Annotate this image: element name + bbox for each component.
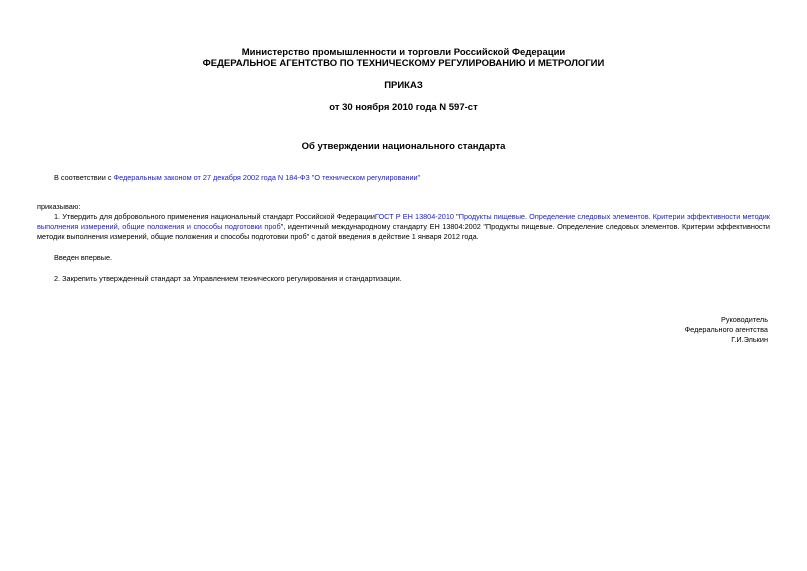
agency-heading: ФЕДЕРАЛЬНОЕ АГЕНТСТВО ПО ТЕХНИЧЕСКОМУ РЕГУЛИРОВАНИЮ И МЕТРОЛОГИИ <box>202 58 605 69</box>
federal-law-link[interactable]: Федеральным законом от 27 декабря 2002 года N 184-ФЗ "О техническом регулировании" <box>113 173 421 182</box>
item1-line3: методик выполнения измерений, общие положения и способы подготовки проб" с датой введения в действие 1 января 2012 года. <box>37 232 479 241</box>
signature-org: Федерального агентства <box>684 325 768 334</box>
basis-prefix: В соответствии с <box>54 173 114 182</box>
order-subject: Об утверждении национального стандарта <box>301 141 506 152</box>
item1-quote-open: " <box>453 212 459 221</box>
doc-type-heading: ПРИКАЗ <box>384 80 423 91</box>
gost-link[interactable]: ГОСТ Р ЕН 13804-2010 <box>374 212 454 221</box>
item1-line1 <box>54 212 770 222</box>
item1-line2-text: ", идентичный международному стандарту ЕН 13804:2002 "Продукты пищевые. Определение следовых элементов. Критерии эффективности <box>280 222 770 231</box>
item2-paragraph: 2. Закрепить утвержденный стандарт за Управлением технического регулирования и стандартизации. <box>54 274 402 283</box>
ministry-heading: Министерство промышленности и торговли Российской Федерации <box>241 47 566 58</box>
signature-name: Г.И.Элькин <box>731 335 768 344</box>
standard-title-link-cont[interactable]: выполнения измерений, общие положения и способы подготовки проб <box>37 222 281 231</box>
standard-title-link[interactable]: Продукты пищевые. Определение следовых элементов. Критерии эффективности методик <box>458 212 770 221</box>
basis-paragraph <box>54 173 420 183</box>
item1-line2 <box>37 222 770 232</box>
order-date-line: от 30 ноября 2010 года N 597-ст <box>329 102 478 113</box>
order-word: приказываю: <box>37 202 81 211</box>
introduced-note: Введен впервые. <box>54 253 113 262</box>
signature-position: Руководитель <box>720 315 768 324</box>
item1-text: 1. Утвердить для добровольного применения национальный стандарт Российской Федерации <box>54 212 375 221</box>
